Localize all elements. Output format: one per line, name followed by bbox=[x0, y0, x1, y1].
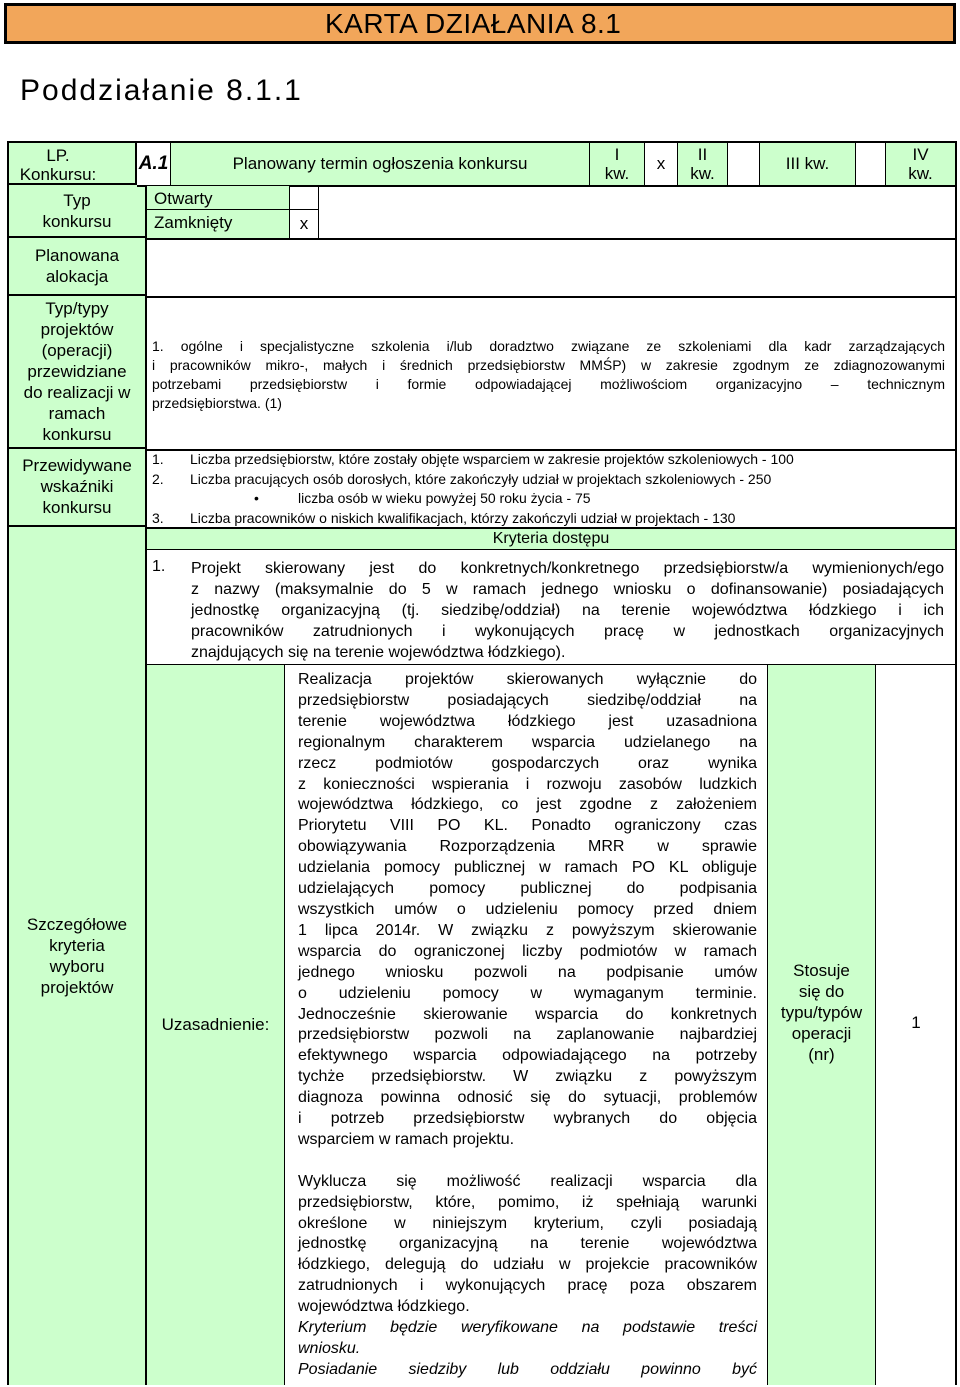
row-divider bbox=[147, 238, 955, 240]
criterion-number: 1. bbox=[152, 558, 166, 575]
page-title: KARTA DZIAŁANIA 8.1 bbox=[325, 8, 622, 39]
wskaznik-item: 1. Liczba przedsiębiorstw, które zostały objęte wsparciem w zakresie projektów szkoleniowych - 100 bbox=[152, 451, 794, 467]
typy-projektow-label-cell: Typ/typy projektów (operacji) przewidziane do realizacji w ramach konkursu bbox=[9, 296, 147, 449]
uzasadnienie-text: Realizacja projektów skierowanych wyłącznie do przedsiębiorstw posiadających siedzibę/oddział na terenie województwa łódzkiego jest uzasadniona regionalnym charakterem wsparcia udzielanego na rzecz podmiotów gospodarczych oraz wynika z konieczności wspierania i rozwoju zasobów ludzkich województwa łódzkiego, co jest zgodne z założeniem Priorytetu VIII PO KL. Ponadto ograniczony czas obowiązywania Rozporządzenia MRR w sprawie udzielania pomocy publicznej w ramach PO KL obliguje udzielających pomocy publicznej do podpisania wszystkich umów o udzieleniu pomocy przed dniem 1 lipca 2014r. W związku z powyższym skierowanie wsparcia do ograniczonej liczby podmiotów w ramach jednego wniosku pozwoli na podpisanie umów o udzieleniu pomocy w wymaganym terminie. Jednocześnie skierowanie wsparcia do konkretnych przedsiębiorstw pozwoli na zaplanowanie najbardziej efektywnego wsparcia odpowiadającego na potrzeby tychże przedsiębiorstw. W związku z powyższym diagnoza powinna odnosić się do sytuacji, problemów i potrzeb przedsiębiorstw wybranych do objęcia wsparciem w ramach projektu. Wyklucza się możliwość realizacji wsparcia dla przedsiębiorstw, które, pomimo, iż spełniają warunki określone w niniejszym kryterium, czyli posiadają jednostkę organizacyjną na terenie województwa łódzkiego, delegują do udziału w projekcie pracowników zatrudnionych i wykonujących pracę poza obszarem województwa łódzkiego. Kryterium będzie weryfikowane na podstawie treści wniosku. Posiadanie siedziby lub oddziału powinno być bbox=[298, 671, 757, 1378]
kryteria-dostepu-header: Kryteria dostępu bbox=[147, 529, 955, 550]
option-zamkniety-mark: x bbox=[290, 210, 319, 238]
quarter-1-cell: I kw. bbox=[590, 143, 645, 185]
criterion-text: Projekt skierowany jest do konkretnych/konkretnego przedsiębiorstw/a wymienionych/ego z nazwy (maksymalnie do 5 w ramach jednego wniosku o dofinansowanie) posiadających jednostkę organizacyjną (tj. siedzibę/oddział) na terenie województwa łódzkiego i ich pracowników zatrudnionych i wykonujących pracę w jednostkach organizacyjnych znajdujących się na terenie województwa łódzkiego). bbox=[191, 560, 944, 661]
wskazniki-list bbox=[152, 450, 952, 528]
title-bar bbox=[4, 3, 956, 44]
quarter-3-cell: III kw. bbox=[760, 143, 856, 185]
alokacja-label-cell: Planowana alokacja bbox=[9, 238, 147, 296]
applies-label-cell: Stosuje się do typu/typów operacji (nr) bbox=[768, 665, 876, 1385]
wskaznik-item: 3. Liczba pracowników o niskich kwalifikacjach, którzy zakończyli udział w projektach - 130 bbox=[152, 509, 736, 526]
option-otwarty-label: Otwarty bbox=[147, 186, 290, 210]
quarter-2-cell: II kw. bbox=[678, 143, 728, 185]
quarter-2-mark bbox=[728, 143, 760, 185]
uzasadnienie-label-cell: Uzasadnienie: bbox=[147, 665, 285, 1385]
quarter-4-cell: IV kw. bbox=[886, 143, 955, 185]
option-zamkniety-label: Zamknięty bbox=[147, 210, 290, 238]
lp-label-cell: LP. Konkursu: bbox=[9, 143, 137, 185]
typ-konkursu-label-cell: Typ konkursu bbox=[9, 185, 147, 238]
termin-label-cell: Planowany termin ogłoszenia konkursu bbox=[171, 143, 590, 185]
option-otwarty-mark bbox=[290, 186, 319, 210]
row-divider bbox=[147, 449, 955, 451]
applies-value-cell: 1 bbox=[911, 1013, 921, 1032]
subaction-title: Poddziałanie 8.1.1 bbox=[20, 74, 303, 107]
bullet-icon: • bbox=[254, 490, 259, 506]
kryteria-label-cell: Szczegółowe kryteria wyboru projektów bbox=[9, 527, 147, 1385]
quarter-3-mark bbox=[856, 143, 886, 185]
row-divider bbox=[147, 296, 955, 298]
typy-projektow-text: 1. ogólne i specjalistyczne szkolenia i/lub doradztwo związane ze szkoleniami dla kadr zarządzających i pracowników mikro-, małych i średnich przedsiębiorstw MMŚP) w zakresie zgodnym ze zdiagnozowanymi potrzebami przedsiębiorstw i formie odpowiadającej możliwościom organizacyjno – technicznym przedsiębiorstwa. (1) bbox=[152, 338, 945, 411]
wskazniki-label-cell: Przewidywane wskaźniki konkursu bbox=[9, 449, 147, 527]
quarter-1-mark: x bbox=[645, 143, 678, 185]
lp-value-cell: A.1 bbox=[137, 143, 171, 185]
wskaznik-item: 2. Liczba pracujących osób dorosłych, które zakończyły udział w projektach szkoleniowych - 250 bbox=[152, 470, 772, 487]
wskaznik-subitem: • liczba osób w wieku powyżej 50 roku życia - 75 bbox=[152, 489, 952, 509]
